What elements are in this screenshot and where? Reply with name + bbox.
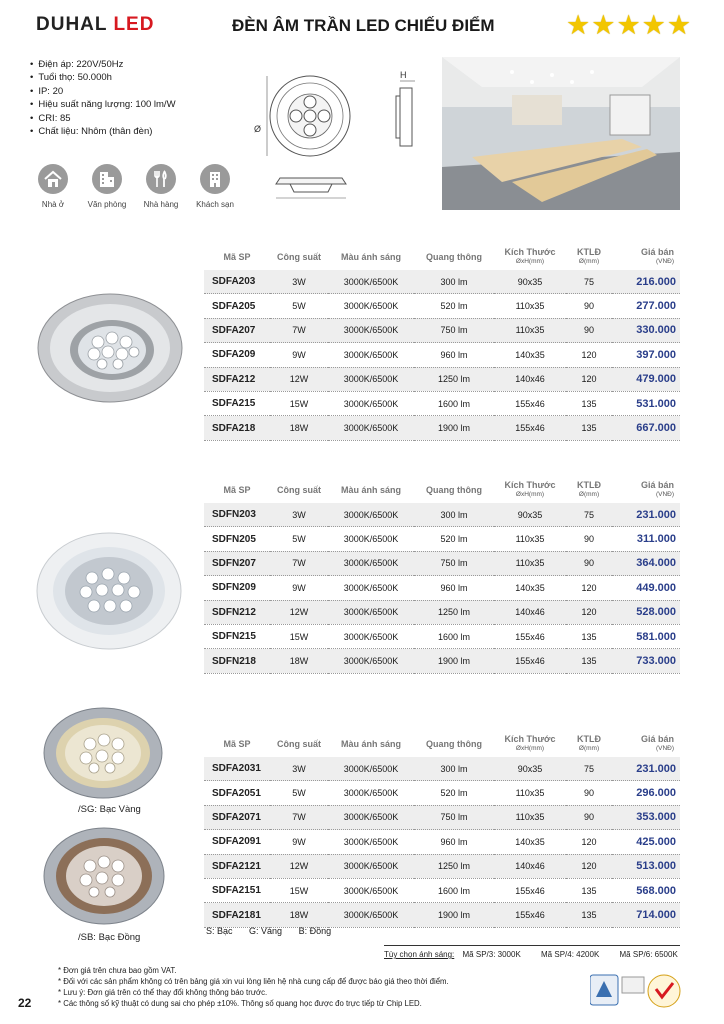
star-icon: ★ xyxy=(666,10,692,40)
brand-name: DUHAL xyxy=(36,14,108,35)
power-cell: 9W xyxy=(270,343,328,367)
power-cell: 9W xyxy=(270,830,328,854)
price-cell: 231.000 xyxy=(612,757,680,781)
power-cell: 7W xyxy=(270,318,328,342)
light-color-cell: 3000K/6500K xyxy=(328,551,414,575)
light-color-cell: 3000K/6500K xyxy=(328,527,414,551)
price-cell: 581.000 xyxy=(612,624,680,648)
cutout-cell: 135 xyxy=(566,416,612,440)
col-cutout xyxy=(566,731,612,757)
price-table-sdfn xyxy=(204,477,680,674)
dimensions-cell: 110x35 xyxy=(494,781,566,805)
product-code-cell: SDFN215 xyxy=(204,624,270,648)
cutout-cell: 90 xyxy=(566,551,612,575)
table-row xyxy=(204,854,680,878)
finish-legend xyxy=(206,926,345,936)
luminous-flux-cell: 960 lm xyxy=(414,576,494,600)
table-row xyxy=(204,391,680,415)
price-cell: 568.000 xyxy=(612,878,680,902)
dimensions-cell: 140x35 xyxy=(494,343,566,367)
product-code-cell: SDFN209 xyxy=(204,576,270,600)
cct-option: Mã SP/4: 4200K xyxy=(541,950,600,959)
price-cell: 397.000 xyxy=(612,343,680,367)
col-size-label: Kích Thước xyxy=(504,480,556,490)
footnote: * Các thông số kỹ thuật có dung sai cho phép ±10%. Thông số quang học được đo trực tiếp từ Chip LED. xyxy=(58,999,422,1008)
product-code-cell: SDFN212 xyxy=(204,600,270,624)
product-code-cell: SDFA2151 xyxy=(204,878,270,902)
table-header xyxy=(204,244,680,270)
finish-bronze: B: Đồng xyxy=(298,926,332,936)
luminous-flux-cell: 1900 lm xyxy=(414,903,494,927)
spec-item: • IP: 20 xyxy=(30,85,176,98)
price-cell: 667.000 xyxy=(612,416,680,440)
col-cutout xyxy=(566,477,612,503)
cutout-cell: 90 xyxy=(566,805,612,829)
light-color-cell: 3000K/6500K xyxy=(328,854,414,878)
lamp-sb-photo xyxy=(42,826,166,926)
cutout-cell: 90 xyxy=(566,294,612,318)
light-color-cell: 3000K/6500K xyxy=(328,805,414,829)
power-cell: 18W xyxy=(270,416,328,440)
col-code: Mã SP xyxy=(223,252,251,262)
power-cell: 12W xyxy=(270,854,328,878)
price-cell: 449.000 xyxy=(612,576,680,600)
fork-knife-icon xyxy=(146,164,176,194)
spec-item: • Điện áp: 220V/50Hz xyxy=(30,58,176,71)
col-cutout-label: KTLĐ xyxy=(577,734,601,744)
spec-item: • Hiệu suất năng lượng: 100 lm/W xyxy=(30,98,176,111)
light-color-cell: 3000K/6500K xyxy=(328,391,414,415)
price-cell: 296.000 xyxy=(612,781,680,805)
table-row xyxy=(204,878,680,902)
light-color-cell: 3000K/6500K xyxy=(328,649,414,673)
col-price xyxy=(612,477,680,503)
luminous-flux-cell: 1600 lm xyxy=(414,624,494,648)
light-color-cell: 3000K/6500K xyxy=(328,503,414,527)
col-color: Màu ánh sáng xyxy=(340,485,401,495)
page-title: ĐÈN ÂM TRẦN LED CHIẾU ĐIỂM xyxy=(232,16,495,35)
power-cell: 5W xyxy=(270,527,328,551)
price-table-sdfa-finish xyxy=(204,731,680,928)
price-cell: 531.000 xyxy=(612,391,680,415)
cutout-cell: 90 xyxy=(566,318,612,342)
light-color-cell: 3000K/6500K xyxy=(328,270,414,294)
col-code: Mã SP xyxy=(223,739,251,749)
cutout-cell: 120 xyxy=(566,600,612,624)
price-cell: 311.000 xyxy=(612,527,680,551)
price-cell: 364.000 xyxy=(612,551,680,575)
star-icon: ★ xyxy=(566,10,591,40)
luminous-flux-cell: 1600 lm xyxy=(414,391,494,415)
col-power: Công suất xyxy=(277,252,321,262)
power-cell: 15W xyxy=(270,878,328,902)
usage-label: Văn phòng xyxy=(87,200,127,209)
dimensions-cell: 155x46 xyxy=(494,649,566,673)
power-cell: 5W xyxy=(270,294,328,318)
light-color-cell: 3000K/6500K xyxy=(328,830,414,854)
dimensions-cell: 155x46 xyxy=(494,624,566,648)
product-code-cell: SDFA2071 xyxy=(204,805,270,829)
cct-label: Tùy chọn ánh sáng: xyxy=(384,950,455,959)
col-flux: Quang thông xyxy=(426,485,482,495)
price-cell: 528.000 xyxy=(612,600,680,624)
luminous-flux-cell: 750 lm xyxy=(414,805,494,829)
divider xyxy=(384,945,680,946)
col-size-unit: ØxH(mm) xyxy=(515,258,545,265)
hotel-icon xyxy=(200,164,230,194)
spec-item: • CRI: 85 xyxy=(30,112,176,125)
lamp-sg-caption: /SG: Bạc Vàng xyxy=(78,804,141,815)
price-cell: 277.000 xyxy=(612,294,680,318)
power-cell: 18W xyxy=(270,649,328,673)
cutout-cell: 135 xyxy=(566,878,612,902)
table-row xyxy=(204,270,680,294)
light-color-cell: 3000K/6500K xyxy=(328,903,414,927)
footnote: * Lưu ý: Đơn giá trên có thể thay đổi không thông báo trước. xyxy=(58,988,268,997)
cct-option: Mã SP/6: 6500K xyxy=(619,950,678,959)
table-row xyxy=(204,503,680,527)
dimensions-cell: 140x46 xyxy=(494,367,566,391)
power-cell: 15W xyxy=(270,624,328,648)
power-cell: 7W xyxy=(270,551,328,575)
table-row xyxy=(204,318,680,342)
star-icon: ★ xyxy=(591,10,616,40)
product-code-cell: SDFA2031 xyxy=(204,757,270,781)
table-header xyxy=(204,731,680,757)
price-cell: 513.000 xyxy=(612,854,680,878)
price-cell: 216.000 xyxy=(612,270,680,294)
table-body xyxy=(204,270,680,440)
table-row xyxy=(204,757,680,781)
col-price xyxy=(612,244,680,270)
product-code-cell: SDFN207 xyxy=(204,551,270,575)
usage-hotel xyxy=(194,164,236,209)
table-row xyxy=(204,367,680,391)
col-power: Công suất xyxy=(277,739,321,749)
luminous-flux-cell: 750 lm xyxy=(414,551,494,575)
dimensions-cell: 155x46 xyxy=(494,903,566,927)
product-code-cell: SDFA2121 xyxy=(204,854,270,878)
management-system-icon xyxy=(622,977,644,993)
table-row xyxy=(204,781,680,805)
col-cutout-label: KTLĐ xyxy=(577,247,601,257)
power-cell: 3W xyxy=(270,757,328,781)
power-cell: 18W xyxy=(270,903,328,927)
power-cell: 3W xyxy=(270,270,328,294)
spec-item: • Tuổi thọ: 50.000h xyxy=(30,71,176,84)
dimensions-cell: 155x46 xyxy=(494,391,566,415)
light-color-cell: 3000K/6500K xyxy=(328,624,414,648)
table-row xyxy=(204,576,680,600)
power-cell: 12W xyxy=(270,367,328,391)
lamp-sb-caption: /SB: Bạc Đồng xyxy=(78,932,141,943)
product-code-cell: SDFA203 xyxy=(204,270,270,294)
price-cell: 714.000 xyxy=(612,903,680,927)
office-building-icon xyxy=(92,164,122,194)
luminous-flux-cell: 1250 lm xyxy=(414,854,494,878)
usage-restaurant xyxy=(140,164,182,209)
table-header xyxy=(204,477,680,503)
dimensions-cell: 90x35 xyxy=(494,503,566,527)
col-size-label: Kích Thước xyxy=(504,734,556,744)
dimensions-cell: 90x35 xyxy=(494,270,566,294)
luminous-flux-cell: 520 lm xyxy=(414,294,494,318)
table-row xyxy=(204,551,680,575)
star-icon: ★ xyxy=(616,10,641,40)
cutout-cell: 135 xyxy=(566,624,612,648)
luminous-flux-cell: 1900 lm xyxy=(414,649,494,673)
power-cell: 5W xyxy=(270,781,328,805)
lamp-sdfa-photo xyxy=(34,290,186,406)
technical-drawing xyxy=(250,66,428,206)
col-price-label: Giá bán xyxy=(640,247,674,257)
cutout-cell: 120 xyxy=(566,854,612,878)
spec-list xyxy=(30,58,176,138)
lamp-sg-photo xyxy=(42,706,164,800)
col-code: Mã SP xyxy=(223,485,251,495)
house-icon xyxy=(38,164,68,194)
price-cell: 330.000 xyxy=(612,318,680,342)
price-cell: 733.000 xyxy=(612,649,680,673)
power-cell: 3W xyxy=(270,503,328,527)
power-cell: 12W xyxy=(270,600,328,624)
dimensions-cell: 155x46 xyxy=(494,416,566,440)
price-cell: 231.000 xyxy=(612,503,680,527)
col-cutout xyxy=(566,244,612,270)
finish-silver: S: Bạc xyxy=(206,926,233,936)
col-cutout-unit: Ø(mm) xyxy=(578,491,600,498)
dimensions-cell: 140x35 xyxy=(494,576,566,600)
product-code-cell: SDFN203 xyxy=(204,503,270,527)
light-color-cell: 3000K/6500K xyxy=(328,343,414,367)
col-color: Màu ánh sáng xyxy=(340,252,401,262)
table-row xyxy=(204,830,680,854)
cutout-cell: 135 xyxy=(566,391,612,415)
dimensions-cell: 140x46 xyxy=(494,854,566,878)
product-code-cell: SDFA212 xyxy=(204,367,270,391)
col-cutout-unit: Ø(mm) xyxy=(578,258,600,265)
col-cutout-label: KTLĐ xyxy=(577,480,601,490)
luminous-flux-cell: 520 lm xyxy=(414,527,494,551)
table-row xyxy=(204,294,680,318)
product-code-cell: SDFA2181 xyxy=(204,903,270,927)
usage-label: Nhà hàng xyxy=(143,200,179,209)
product-code-cell: SDFA215 xyxy=(204,391,270,415)
cutout-cell: 90 xyxy=(566,527,612,551)
luminous-flux-cell: 960 lm xyxy=(414,830,494,854)
dimensions-cell: 90x35 xyxy=(494,757,566,781)
quality-medal-icon xyxy=(648,975,680,1007)
table-row xyxy=(204,805,680,829)
rating-stars xyxy=(566,12,691,39)
usage-label: Khách sạn xyxy=(196,200,234,209)
light-color-cell: 3000K/6500K xyxy=(328,600,414,624)
light-color-cell: 3000K/6500K xyxy=(328,576,414,600)
star-icon: ★ xyxy=(641,10,666,40)
diameter-label: Ø xyxy=(254,124,262,134)
product-code-cell: SDFA218 xyxy=(204,416,270,440)
footnote: * Đơn giá trên chưa bao gồm VAT. xyxy=(58,966,177,975)
product-code-cell: SDFA2091 xyxy=(204,830,270,854)
table-row xyxy=(204,416,680,440)
product-code-cell: SDFN218 xyxy=(204,649,270,673)
dimensions-cell: 140x46 xyxy=(494,600,566,624)
price-cell: 353.000 xyxy=(612,805,680,829)
footnote: * Đối với các sản phẩm không có trên bảng giá xin vui lòng liên hệ nhà cung cấp để được báo giá theo thời điểm. xyxy=(58,977,449,986)
footnotes xyxy=(58,965,449,1009)
height-label: H xyxy=(400,70,407,80)
page-number: 22 xyxy=(18,996,32,1010)
dimensions-cell: 110x35 xyxy=(494,551,566,575)
col-size xyxy=(494,244,566,270)
usage-icons xyxy=(32,164,236,209)
table-row xyxy=(204,624,680,648)
col-size-unit: ØxH(mm) xyxy=(515,491,545,498)
col-size xyxy=(494,731,566,757)
table-body xyxy=(204,757,680,927)
table-row xyxy=(204,600,680,624)
light-color-cell: 3000K/6500K xyxy=(328,318,414,342)
col-flux: Quang thông xyxy=(426,739,482,749)
usage-home xyxy=(32,164,74,209)
product-code-cell: SDFA2051 xyxy=(204,781,270,805)
cutout-cell: 120 xyxy=(566,830,612,854)
luminous-flux-cell: 300 lm xyxy=(414,503,494,527)
cutout-cell: 120 xyxy=(566,367,612,391)
finish-gold: G: Vàng xyxy=(249,926,283,936)
col-size-label: Kích Thước xyxy=(504,247,556,257)
power-cell: 7W xyxy=(270,805,328,829)
brand-accent: LED xyxy=(113,14,155,35)
luminous-flux-cell: 1250 lm xyxy=(414,367,494,391)
cct-options xyxy=(384,950,678,959)
luminous-flux-cell: 960 lm xyxy=(414,343,494,367)
luminous-flux-cell: 300 lm xyxy=(414,757,494,781)
cutout-cell: 135 xyxy=(566,649,612,673)
cutout-cell: 75 xyxy=(566,757,612,781)
brand-logo xyxy=(36,14,154,36)
product-code-cell: SDFN205 xyxy=(204,527,270,551)
light-color-cell: 3000K/6500K xyxy=(328,416,414,440)
luminous-flux-cell: 1900 lm xyxy=(414,416,494,440)
col-price xyxy=(612,731,680,757)
luminous-flux-cell: 1250 lm xyxy=(414,600,494,624)
col-size-unit: ØxH(mm) xyxy=(515,745,545,752)
light-color-cell: 3000K/6500K xyxy=(328,781,414,805)
usage-office xyxy=(86,164,128,209)
table-row xyxy=(204,649,680,673)
col-color: Màu ánh sáng xyxy=(340,739,401,749)
cutout-cell: 90 xyxy=(566,781,612,805)
cutout-cell: 75 xyxy=(566,503,612,527)
light-color-cell: 3000K/6500K xyxy=(328,367,414,391)
light-color-cell: 3000K/6500K xyxy=(328,757,414,781)
usage-label: Nhà ở xyxy=(41,200,65,209)
cutout-cell: 120 xyxy=(566,576,612,600)
col-price-unit: (VNĐ) xyxy=(655,491,674,498)
conference-room-photo xyxy=(442,57,680,210)
col-cutout-unit: Ø(mm) xyxy=(578,745,600,752)
lamp-sdfn-photo xyxy=(34,530,184,652)
table-body xyxy=(204,503,680,673)
luminous-flux-cell: 750 lm xyxy=(414,318,494,342)
col-price-label: Giá bán xyxy=(640,734,674,744)
dimensions-cell: 155x46 xyxy=(494,878,566,902)
table-row xyxy=(204,527,680,551)
power-cell: 9W xyxy=(270,576,328,600)
col-price-unit: (VNĐ) xyxy=(655,258,674,265)
table-row xyxy=(204,343,680,367)
luminous-flux-cell: 520 lm xyxy=(414,781,494,805)
price-cell: 479.000 xyxy=(612,367,680,391)
spec-item: • Chất liệu: Nhôm (thân đèn) xyxy=(30,125,176,138)
cct-option: Mã SP/3: 3000K xyxy=(462,950,521,959)
dimensions-cell: 110x35 xyxy=(494,318,566,342)
power-cell: 15W xyxy=(270,391,328,415)
luminous-flux-cell: 300 lm xyxy=(414,270,494,294)
dimensions-cell: 110x35 xyxy=(494,294,566,318)
luminous-flux-cell: 1600 lm xyxy=(414,878,494,902)
cutout-cell: 75 xyxy=(566,270,612,294)
col-price-label: Giá bán xyxy=(640,480,674,490)
light-color-cell: 3000K/6500K xyxy=(328,294,414,318)
dimensions-cell: 110x35 xyxy=(494,805,566,829)
product-code-cell: SDFA205 xyxy=(204,294,270,318)
product-code-cell: SDFA207 xyxy=(204,318,270,342)
price-cell: 425.000 xyxy=(612,830,680,854)
table-row xyxy=(204,903,680,927)
cutout-cell: 120 xyxy=(566,343,612,367)
col-flux: Quang thông xyxy=(426,252,482,262)
dimensions-cell: 110x35 xyxy=(494,527,566,551)
dimensions-cell: 140x35 xyxy=(494,830,566,854)
light-color-cell: 3000K/6500K xyxy=(328,878,414,902)
product-code-cell: SDFA209 xyxy=(204,343,270,367)
certification-badges xyxy=(590,971,682,1013)
price-table-sdfa xyxy=(204,244,680,441)
col-size xyxy=(494,477,566,503)
cutout-cell: 135 xyxy=(566,903,612,927)
col-price-unit: (VNĐ) xyxy=(655,745,674,752)
col-power: Công suất xyxy=(277,485,321,495)
